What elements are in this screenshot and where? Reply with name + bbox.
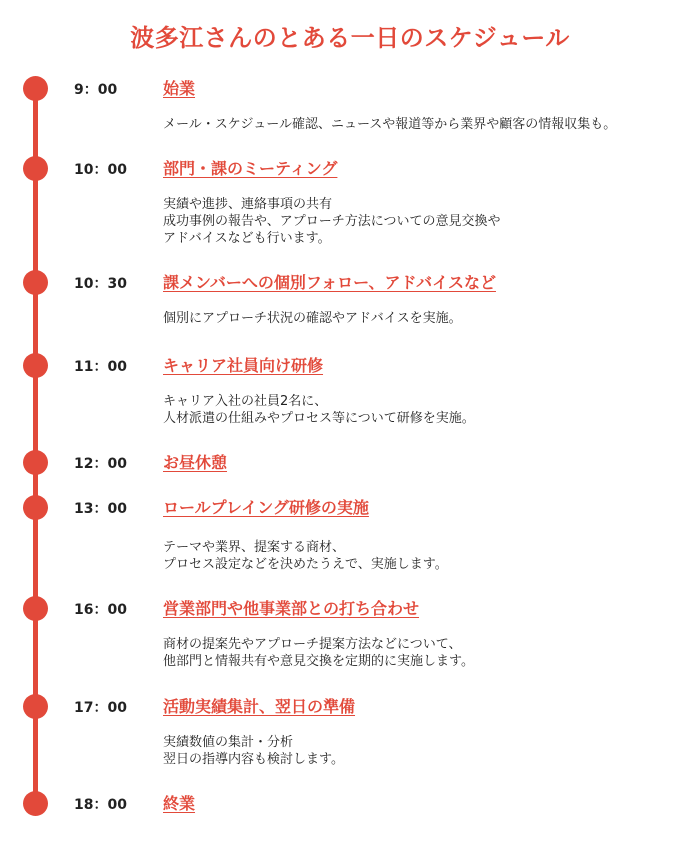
entry-description (163, 310, 462, 327)
timeline-dot (23, 353, 48, 378)
entry-time: 9：00 (74, 82, 118, 98)
entry-heading: 課メンバーへの個別フォロー、アドバイスなど (163, 273, 496, 292)
description-line: キャリア入社の社員2名に、 (163, 394, 328, 409)
page-title: 波多江さんのとある一日のスケジュール (130, 24, 570, 52)
entry-description (163, 393, 475, 427)
description-line: テーマや業界、提案する商材、 (163, 540, 346, 555)
timeline-dot (23, 76, 48, 101)
timeline-dot (23, 495, 48, 520)
entry-description (163, 116, 616, 133)
description-line: 個別にアプローチ状況の確認やアドバイスを実施。 (163, 311, 462, 326)
description-line: 人材派遣の仕組みやプロセス等について研修を実施。 (163, 411, 475, 426)
entry-heading: 終業 (163, 794, 196, 813)
timeline-dot (23, 791, 48, 816)
entry-time: 13：00 (74, 501, 127, 517)
timeline-dot (23, 270, 48, 295)
entry-heading: 活動実績集計、翌日の準備 (163, 697, 356, 716)
entry-heading: 営業部門や他事業部との打ち合わせ (163, 599, 420, 618)
entry-description (163, 539, 448, 573)
entry-time: 11：00 (74, 359, 127, 375)
description-line: メール・スケジュール確認、ニュースや報道等から業界や顧客の情報収集も。 (163, 117, 617, 132)
entry-time: 18：00 (74, 797, 127, 813)
entry-time: 10：30 (74, 276, 127, 292)
description-line: 翌日の指導内容も検討します。 (163, 752, 344, 767)
entry-description (163, 636, 474, 670)
entry-heading: 部門・課のミーティング (163, 159, 338, 178)
description-line: プロセス設定などを決めたうえで、実施します。 (163, 557, 448, 572)
description-line: 商材の提案先やアプローチ提案方法などについて、 (163, 637, 462, 652)
entry-time: 16：00 (74, 602, 127, 618)
entry-heading: キャリア社員向け研修 (163, 356, 324, 375)
description-line: 成功事例の報告や、アプローチ方法についての意見交換や (163, 214, 501, 229)
description-line: 実績や進捗、連絡事項の共有 (163, 197, 333, 212)
entry-time: 17：00 (74, 700, 127, 716)
entry-time: 12：00 (74, 456, 127, 472)
entry-description (163, 734, 344, 768)
entry-description (163, 196, 500, 247)
description-line: 実績数値の集計・分析 (163, 735, 294, 750)
description-line: 他部門と情報共有や意見交換を定期的に実施します。 (163, 654, 474, 669)
timeline-dot (23, 156, 48, 181)
entry-heading: ロールプレイング研修の実施 (163, 498, 369, 517)
entry-heading: 始業 (163, 79, 196, 98)
entry-heading: お昼休憩 (163, 453, 228, 472)
timeline-dot (23, 694, 48, 719)
entry-time: 10：00 (74, 162, 127, 178)
description-line: アドバイスなども行います。 (163, 231, 331, 246)
timeline-dot (23, 450, 48, 475)
timeline-dot (23, 596, 48, 621)
